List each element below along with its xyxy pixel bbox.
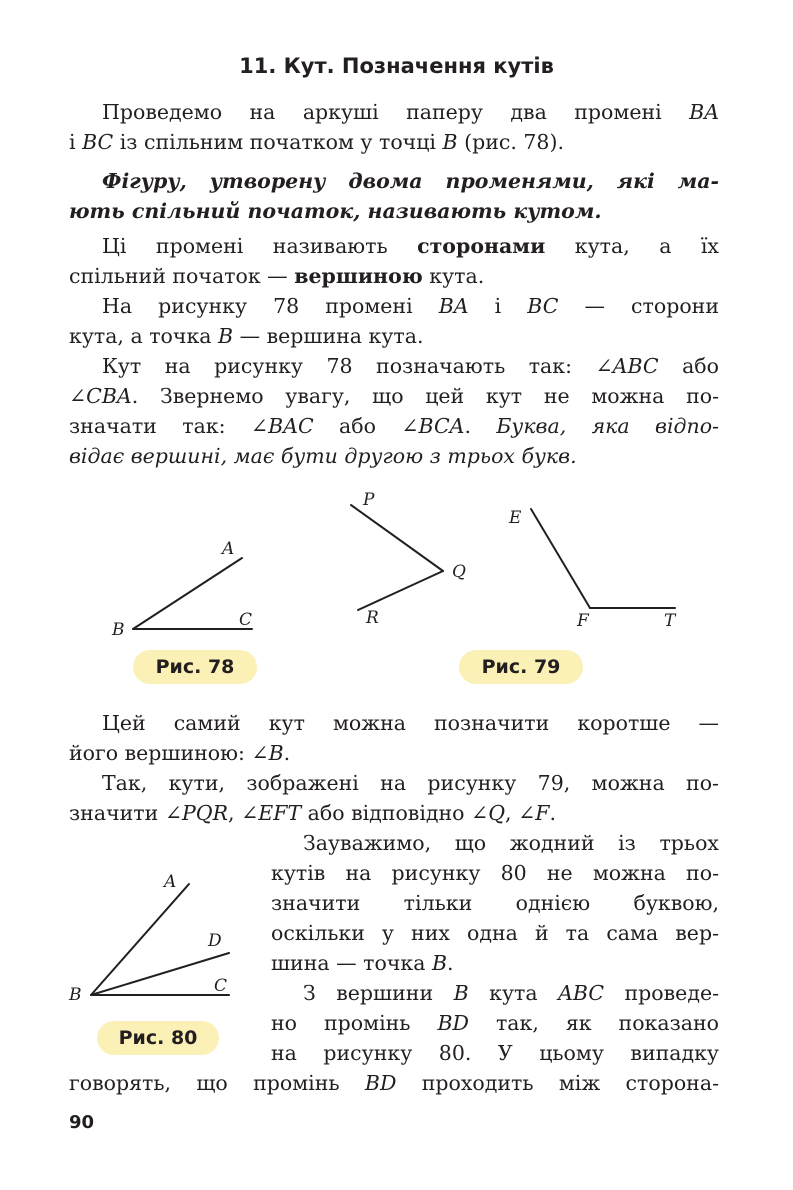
point-label-b: B — [112, 620, 125, 640]
point-label-c: C — [214, 976, 228, 996]
paragraph-line: Цей самий кут можна позначити коротше — — [102, 711, 719, 735]
ray-bd-fig80 — [91, 953, 229, 995]
paragraph-line: спільний початок — вершиною кута. — [69, 264, 485, 288]
paragraph-line: його вершиною: ∠B. — [69, 741, 291, 765]
point-label-f: F — [577, 611, 589, 631]
point-label-q: Q — [452, 562, 466, 582]
paragraph-line: значати так: ∠BAC або ∠BCA. Буква, яка відпо- — [69, 414, 719, 438]
point-label-a: A — [164, 872, 177, 892]
point-label-t: T — [664, 611, 676, 631]
paragraph-line: но промінь BD так, як показано — [271, 1011, 719, 1035]
point-label-b: B — [69, 985, 82, 1005]
ray-ba-fig78 — [133, 558, 242, 629]
point-label-a: A — [222, 539, 235, 559]
paragraph-line: Ці промені називають сторонами кута, а їх — [102, 234, 719, 258]
paragraph-line: значити тільки однією буквою, — [271, 891, 719, 915]
page-title: 11. Кут. Позначення кутів — [239, 54, 554, 78]
paragraph-line: і BC із спільним початком у точці B (рис. 78). — [69, 130, 564, 154]
ray-qp-fig79 — [351, 505, 443, 571]
paragraph-line: З вершини B кута ABC проведе- — [303, 981, 719, 1005]
definition-line: ють спільний початок, називають кутом. — [69, 199, 602, 223]
paragraph-line: Проведемо на аркуші паперу два промені BA — [102, 100, 719, 124]
ray-qr-fig79 — [358, 571, 443, 610]
figure-caption-79: Рис. 79 — [459, 650, 583, 684]
paragraph-line: Зауважимо, що жодний із трьох — [303, 831, 719, 855]
paragraph-line: кутів на рисунку 80 не можна по- — [271, 861, 719, 885]
point-label-r: R — [366, 608, 379, 628]
definition-line: Фігуру, утворену двома променями, які ма- — [102, 169, 719, 193]
paragraph-line: говорять, що промінь BD проходить між сторона- — [69, 1071, 719, 1095]
page-number: 90 — [69, 1112, 95, 1133]
paragraph-line: на рисунку 80. У цьому випадку — [271, 1041, 719, 1065]
paragraph-line: оскільки у них одна й та сама вер- — [271, 921, 719, 945]
paragraph-line: значити ∠PQR, ∠EFT або відповідно ∠Q, ∠F. — [69, 801, 556, 825]
paragraph-line: шина — точка B. — [271, 951, 454, 975]
point-label-p: P — [363, 490, 375, 510]
paragraph-line: ∠CBA. Звернемо увагу, що цей кут не можна по- — [69, 384, 719, 408]
ray-fe-fig79 — [531, 509, 590, 608]
point-label-e: E — [509, 508, 522, 528]
figure-caption-78: Рис. 78 — [133, 650, 257, 684]
paragraph-line: На рисунку 78 промені BA і BC — сторони — [102, 294, 719, 318]
paragraph-line: Так, кути, зображені на рисунку 79, можна по- — [102, 771, 719, 795]
paragraph-line: кута, а точка B — вершина кута. — [69, 324, 424, 348]
figure-caption-80: Рис. 80 — [97, 1021, 219, 1055]
point-label-d: D — [208, 931, 222, 951]
paragraph-line: відає вершині, має бути другою з трьох букв. — [69, 444, 577, 468]
point-label-c: C — [239, 610, 253, 630]
paragraph-line: Кут на рисунку 78 позначають так: ∠ABC або — [102, 354, 719, 378]
ray-ba-fig80 — [91, 884, 189, 995]
